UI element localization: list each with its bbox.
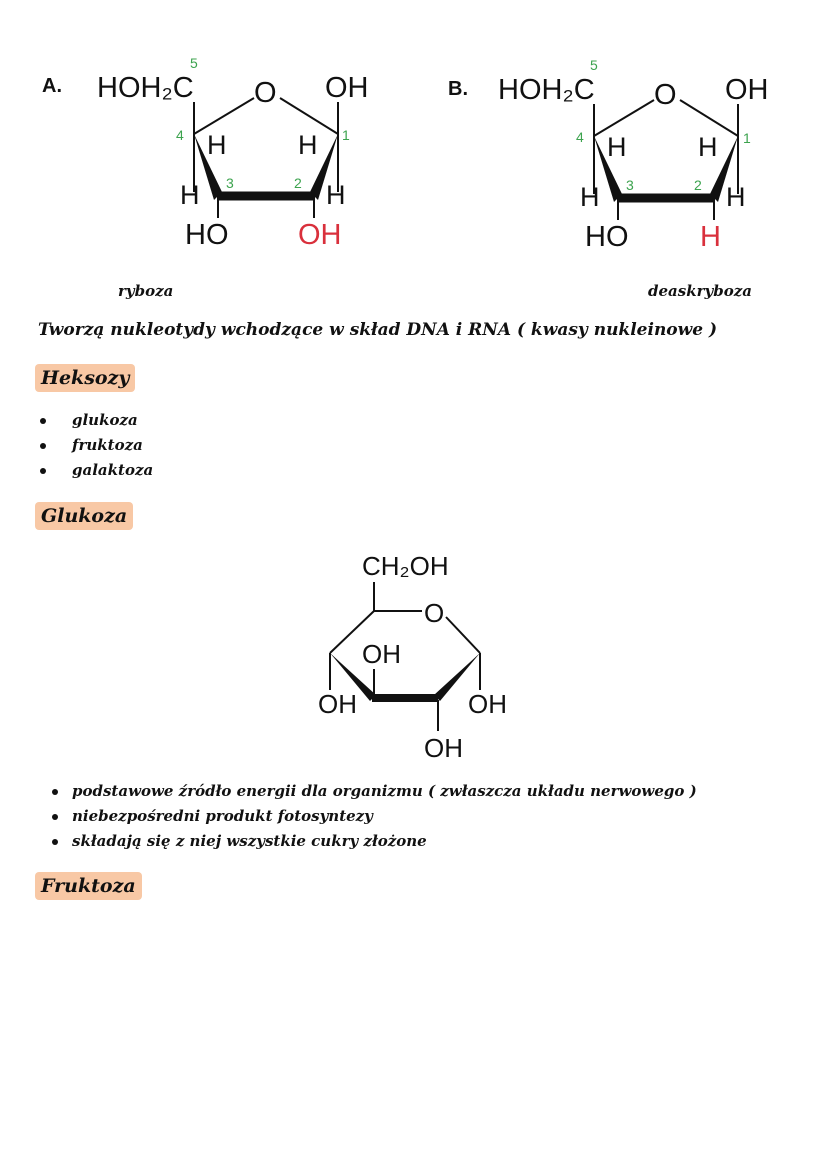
ribose-ch2-group: HOH₂C: [97, 72, 194, 104]
deoxyribose-carbon-number-1: 1: [743, 130, 751, 146]
list-item: glukoza: [38, 408, 153, 433]
ribose-letter: A.: [42, 75, 62, 97]
deoxyribose-ch2-group: HOH₂C: [498, 74, 595, 106]
deoxyribose-ho-bottom: HO: [585, 221, 629, 253]
ribose-structure: [0, 40, 420, 260]
deoxyribose-oh-top: OH: [725, 74, 769, 106]
hexoses-heading: Heksozy: [35, 364, 135, 392]
deoxyribose-h4: H: [607, 132, 627, 162]
ribose-carbon-number-2: 2: [294, 175, 302, 191]
ribose-ring-oxygen: O: [254, 77, 277, 109]
glucose-oh-bottom: OH: [424, 733, 463, 763]
deoxyribose-carbon-number-2: 2: [694, 177, 702, 193]
glucose-oh-right: OH: [468, 689, 507, 719]
list-item: podstawowe źródło energii dla organizmu ( zwłaszcza układu nerwowego ): [50, 779, 697, 804]
deoxyribose-carbon-number-3: 3: [626, 177, 634, 193]
ribose-h3: H: [180, 180, 200, 210]
ribose-carbon-number-1: 1: [342, 127, 350, 143]
deoxyribose-caption: deaskryboza: [648, 282, 752, 300]
list-item: fruktoza: [38, 433, 153, 458]
deoxyribose-carbon-number-4: 4: [576, 129, 584, 145]
glucose-heading: Glukoza: [35, 502, 133, 530]
ribose-caption: ryboza: [118, 282, 174, 300]
ribose-h2: H: [326, 180, 346, 210]
glucose-bond-o-c1: [446, 617, 480, 653]
deoxyribose-carbon-number-5: 5: [590, 57, 598, 73]
ribose-carbon-number-4: 4: [176, 127, 184, 143]
deoxyribose-h3: H: [580, 182, 600, 212]
glucose-structure: [300, 545, 540, 770]
deoxyribose-ring-oxygen: O: [654, 79, 677, 111]
deoxyribose-h1: H: [698, 132, 718, 162]
list-item: składają się z niej wszystkie cukry złożone: [50, 829, 697, 854]
ribose-carbon-number-5: 5: [190, 55, 198, 71]
ribose-bond-c4-o: [194, 98, 254, 134]
ribose-ho-bottom: HO: [185, 219, 229, 251]
ribose-h4: H: [207, 130, 227, 160]
glucose-ch2oh: CH₂OH: [362, 551, 449, 581]
ribose-h1: H: [298, 130, 318, 160]
deoxyribose-h-bottom: H: [700, 221, 721, 253]
deoxyribose-structure: [408, 40, 828, 260]
hexoses-list: [38, 408, 153, 483]
list-item: galaktoza: [38, 458, 153, 483]
ribose-oh-bottom: OH: [298, 219, 342, 251]
deoxyribose-h2: H: [726, 182, 746, 212]
glucose-ring-oxygen: O: [424, 598, 445, 628]
list-item: niebezpośredni produkt fotosyntezy: [50, 804, 697, 829]
deoxyribose-letter: B.: [448, 78, 468, 100]
ribose-oh-top: OH: [325, 72, 369, 104]
glucose-oh-inner: OH: [362, 639, 401, 669]
fructose-heading: Fruktoza: [35, 872, 142, 900]
glucose-facts-list: [50, 779, 697, 854]
glucose-oh-left: OH: [318, 689, 357, 719]
deoxyribose-bond-c4-o: [594, 100, 654, 136]
nucleotide-note: Tworzą nukleotydy wchodzące w skład DNA i RNA ( kwasy nukleinowe ): [38, 320, 718, 340]
ribose-carbon-number-3: 3: [226, 175, 234, 191]
